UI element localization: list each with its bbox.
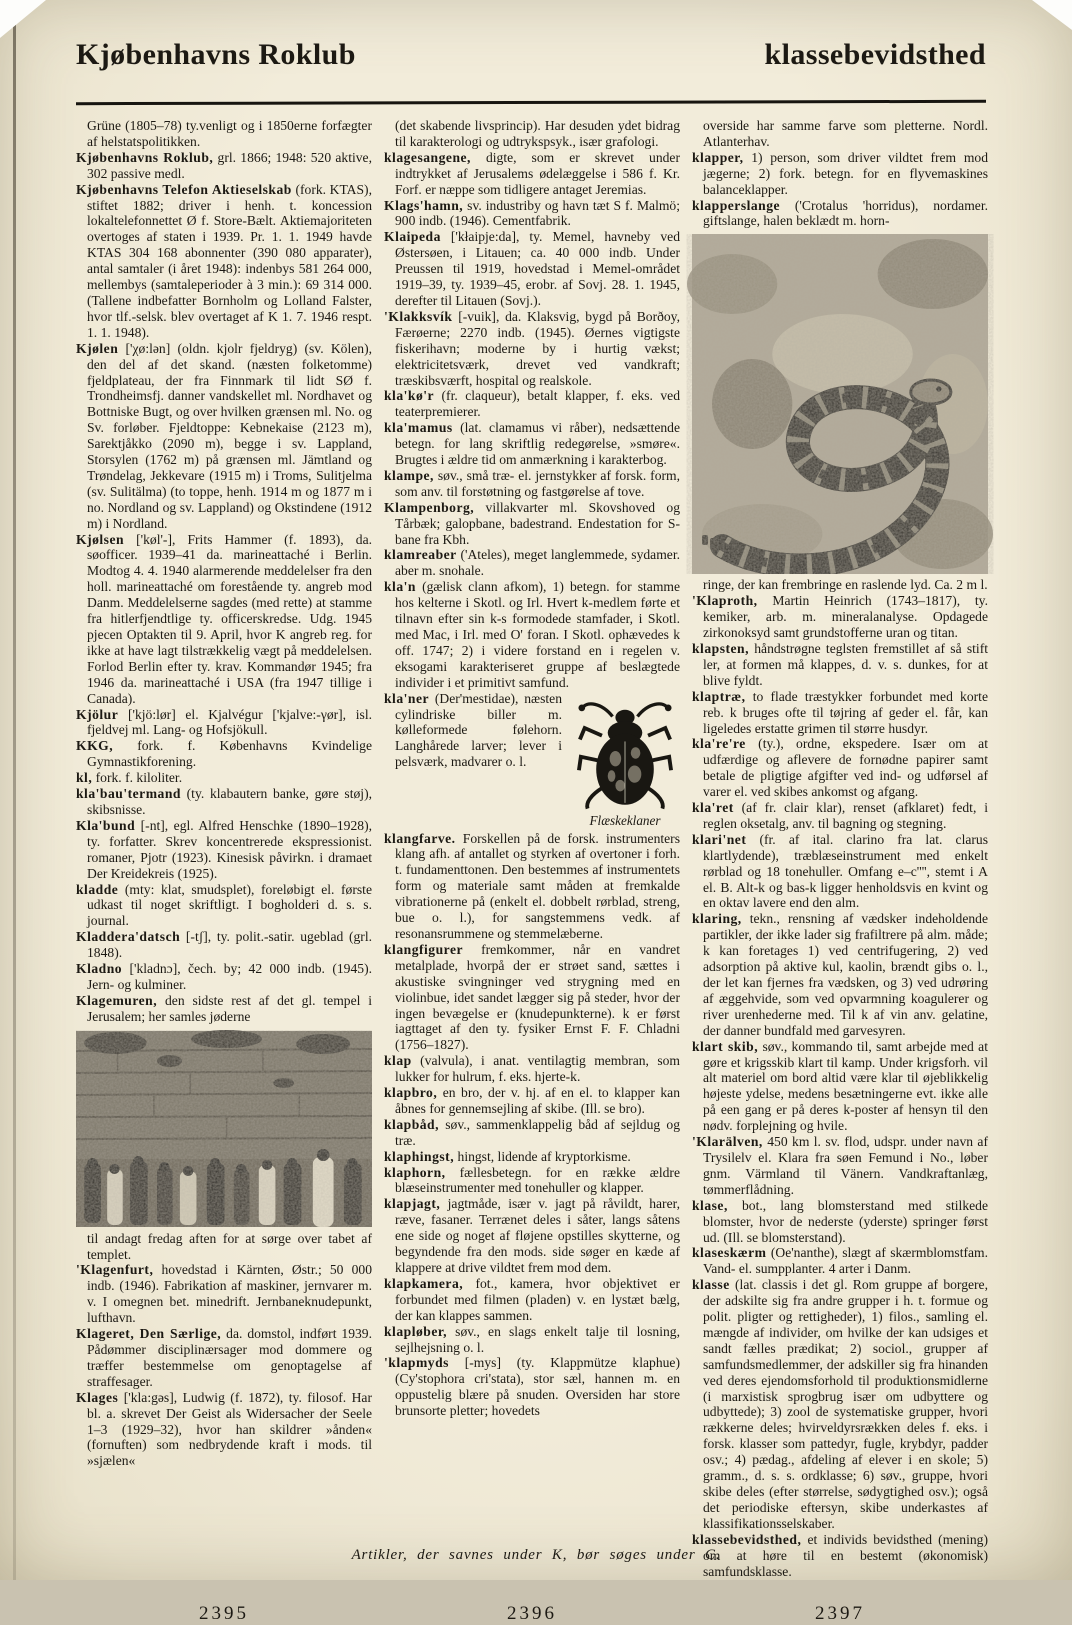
- entry-headword: klapperslange: [692, 197, 781, 213]
- entry-headword: Kladdera'datsch: [76, 929, 181, 945]
- entry-headword: klaphingst,: [384, 1148, 455, 1164]
- dictionary-entry: 'Klagenfurt, hovedstad i Kärnten, Østr.; 50 000 indb. (1946). Fabrikation af maskiner, jernvarer m. v. I omegnen bet. minedrift. Jernbaneknudepunkt, lufthavn.: [76, 1262, 372, 1326]
- scan-corner: [1032, 0, 1072, 30]
- dictionary-entry: 'Klaproth, Martin Heinrich (1743–1817), ty. kemiker, arb. m. mineralanalyse. Opdagede zirkonoksyd samt grundstofferne uran og titan.: [692, 593, 988, 641]
- dictionary-entry: klapper, 1) person, som driver vildtet frem mod jægerne; 2) fork. betegn. for en flyvemaskines balanceklapper.: [692, 149, 988, 197]
- entry-headword: Klagemuren,: [76, 992, 158, 1008]
- entry-headword: Klaipeda: [384, 229, 441, 245]
- header-rule: [76, 100, 986, 105]
- beetle-caption: Flæskeklaner: [589, 812, 661, 828]
- dictionary-entry: klaphorn, fællesbetegn. for en række ældre blæseinstrumenter med tonehuller og klapper.: [384, 1164, 680, 1196]
- entry-headword: Klages: [76, 1389, 119, 1405]
- dictionary-entry: Klags'hamn, sv. industriby og havn tæt S f. Malmö; 900 indb. (1946). Cementfabrik.: [384, 197, 680, 229]
- dictionary-entry: klaptræ, to flade træstykker forbundet med korte reb. k bruges ofte til tøjring af geder el. får, kan ligeledes erstatte grimen til større husdyr.: [692, 688, 988, 736]
- dictionary-entry: Kjøbenhavns Roklub, grl. 1866; 1948: 520 aktive, 302 passive medl.: [76, 149, 372, 181]
- entry-headword: kla'ret: [692, 800, 734, 816]
- entry-headword: klaring,: [692, 911, 742, 927]
- klagemuren-photo: [76, 1031, 372, 1227]
- dictionary-entry: kla'bau'termand (ty. klabautern banke, gøre støj), skibsnisse.: [76, 786, 372, 817]
- dictionary-entry: Klagemuren, den sidste rest af det gl. tempel i Jerusalem; her samles jøderne: [76, 992, 372, 1024]
- running-head-right: klassebevidsthed: [764, 38, 986, 71]
- entry-headword: 'Klakksvík: [384, 308, 453, 324]
- dictionary-entry: klaring, tekn., rensning af vædsker indeholdende partikler, der ikke lader sig frafiltrere på alm. måde; k kan foretages 1) ved centrifugering, 2) ved adsorption på aktive kul, kaolin, brændt gibs o. l., der let kan fjernes fra vædsken, og 3) ved udrøring af æggehvide, som ved opvarmning koagulerer og river urenhederne med. Til k af vin anv. gelatine, der danner bundfald med garvesyren.: [692, 911, 988, 1038]
- rattlesnake-photo: [692, 234, 988, 574]
- entry-headword: klapbro,: [384, 1085, 438, 1101]
- dictionary-entry: klassebevidsthed, et individs bevidsthed (mening) om at høre til en bestemt (økonomisk) samfundsklasse.: [692, 1531, 988, 1579]
- running-head: [76, 38, 986, 72]
- entry-headword: KKG,: [76, 738, 114, 754]
- dictionary-entry: klapsten, håndstrøgne teglsten fremstillet af så stift ler, at formen må klappes, d. v. s. dunkes, for at blive fyldt.: [692, 640, 988, 688]
- dictionary-entry: kla'mamus (lat. clamamus vi råber), nedsættende betegn. for lang skriftlig redegørelse, »smøre«. Brugtes i ældre tid om anmærkning i karakterbog.: [384, 420, 680, 468]
- entry-headword: klase,: [692, 1197, 728, 1213]
- dictionary-entry: klangfarve. Forskellen på de forsk. instrumenters klang afh. af antallet og styrken af overtoner i forh. t. fundamenttonen. Den bestemmes af instrumentets form og materiale samt måden at fremkalde vibrationerne på (enkelt el. dobbelt rørblad, streng, bue o. l.), for sangstemmens vedk. af resonansrummene og stemmelæberne.: [384, 830, 680, 941]
- entry-headword: klampe,: [384, 467, 434, 483]
- dictionary-entry: Kjölur ['kjö:lør] el. Kjalvégur ['kjalve:-γør], isl. fjeldvej ml. Lang- og Hofsjökull.: [76, 706, 372, 738]
- dictionary-entry: Klageret, Den Særlige, da. domstol, indført 1939. Pådømmer disciplinærsager mod dommere og træffer bestemmelse om genoptagelse af straffesager.: [76, 1326, 372, 1389]
- dictionary-entry: Klampenborg, villakvarter ml. Skovshoved og Tårbæk; galopbane, badestrand. Endestation for S-bane fra Kbh.: [384, 499, 680, 547]
- dictionary-entry: kladde (mty: klat, smudsplet), foreløbigt el. første udkast til noget skriftligt. I bogholderi d. s. s. journal.: [76, 881, 372, 929]
- entry-continuation: ringe, der kan frembringe en raslende lyd. Ca. 2 m l.: [703, 577, 988, 593]
- entry-headword: klap: [384, 1053, 412, 1069]
- dictionary-entry: klamreaber ('Ateles), meget langlemmede, sydamer. aber m. snohale.: [384, 547, 680, 579]
- dictionary-entry: Klages ['kla:gəs], Ludwig (f. 1872), ty. filosof. Har bl. a. skrevet Der Geist als Widersacher der Seele 1–3 (1929–32), hvor han skildrer »ånden« (fornuften) som nedbrydende kraft i mods. til »sjælen«: [76, 1389, 372, 1469]
- entry-headword: klapsten,: [692, 640, 750, 656]
- entry-headword: 'Klarälven,: [692, 1134, 763, 1150]
- dictionary-entry: klart skib, søv., kommando til, samt arbejde med at gøre et krigsskib klart til kamp. Under krigsforh. vil alt materiel om bord altid være klar til øjeblikkelig højeste ydelse, medens besætningerne evt. ikke alle på een gang er på deres k-poster af hensyn til den nødv. forplejning og hvile.: [692, 1038, 988, 1134]
- entry-headword: klapbåd,: [384, 1116, 440, 1132]
- column-2: [384, 118, 680, 1625]
- dictionary-entry: klapbåd, søv., sammenklappelig båd af sejldug og træ.: [384, 1116, 680, 1148]
- column-3: [692, 118, 988, 1625]
- page-number: 2397: [815, 1603, 865, 1625]
- entry-headword: klaseskærm: [692, 1245, 767, 1261]
- footer-note: Artikler, der savnes under K, bør søges under C.: [351, 1547, 721, 1563]
- entry-headword: klagesangene,: [384, 149, 471, 165]
- dictionary-entry: klapkamera, fot., kamera, hvor objektivet er forbundet med filmen (pladen) v. en lystæt bælg, der kan klappes sammen.: [384, 1275, 680, 1323]
- entry-headword: kla'n: [384, 579, 416, 595]
- entry-headword: klangfigurer: [384, 941, 464, 957]
- entry-headword: klari'net: [692, 831, 747, 847]
- dictionary-entry: kla'ret (af fr. clair klar), renset (afklaret) fedt, i reglen oksetalg, anv. til bagning og stegning.: [692, 800, 988, 831]
- entry-headword: kla'ner: [384, 690, 430, 706]
- entry-headword: klamreaber: [384, 547, 457, 563]
- entry-continuation: Grüne (1805–78) ty.venligt og i 1850erne forfægter af helstatspolitikken.: [87, 118, 372, 149]
- entry-headword: klaptræ,: [692, 688, 746, 704]
- text-columns: [76, 118, 988, 1625]
- entry-headword: 'klapmyds: [384, 1355, 449, 1371]
- dictionary-entry: klapbro, en bro, der v. hj. af en el. to klapper kan åbnes for gennemsejling af skibe. (Ill. se bro).: [384, 1085, 680, 1116]
- entry-headword: Klageret, Den Særlige,: [76, 1326, 222, 1342]
- dictionary-entry: 'Klakksvík [-vuik], da. Klaksvig, bygd på Borðoy, Færøerne; 2270 indb. (1945). Øernes vigtigste fiskerihavn; moderne by i hurtig vækst; elektricitetsværk, drevet ved vandkraft; træskibsværft, hospital og realskole.: [384, 308, 680, 388]
- entry-headword: kla're're: [692, 736, 746, 752]
- dictionary-entry: 'Klarälven, 450 km l. sv. flod, udspr. under navn af Trysilelv el. Klara fra søen Femund i No., løber gnm. Värmland til Vänern. Vandkraftanlæg, tømmerflådning.: [692, 1134, 988, 1197]
- dictionary-entry: 'klapmyds [-mys] (ty. Klappmütze klaphue) (Cy'stophora cri'stata), stor sæl, hannen m. en oppustelig blære på snuden. Oversiden har store brunsorte pletter; hovedets: [384, 1355, 680, 1419]
- dictionary-entry: klampe, søv., små træ- el. jernstykker af forsk. form, som anv. til forstøtning og fastgørelse af tove.: [384, 467, 680, 499]
- page-number: 2396: [507, 1603, 557, 1625]
- dictionary-entry: Kjølen ['χø:lən] (oldn. kjolr fjeldryg) (sv. Kölen), den del af det skand. (næsten folketomme) fjeldplateau, der fra Finnmark til lidt SØ f. Trondheimsfj. danner vandskellet ml. Nordhavet og Bottniske Bugt, og over hvilken grænsen ml. No. og Sv. forløber. Fjeldtoppe: Kebnekaise (2123 m), Sarektjåkko (2090 m), begge i sv. Lappland, Storsylen (1762 m) på grænsen ml. Jämtland og Trøndelag, Jekkevare (1915 m) i Troms, Sulitjelma (sv. Sulitälma) (to toppe, henh. 1914 m og 1877 m i no. Nordland og sv. Lappland) og Okstindene (1912 m) i Nordland.: [76, 340, 372, 531]
- page-number: 2395: [199, 1603, 249, 1625]
- entry-headword: 'Klaproth,: [692, 593, 758, 609]
- entry-headword: Kjøbenhavns Telefon Aktieselskab: [76, 181, 292, 197]
- beetle-illustration: [577, 693, 673, 811]
- entry-headword: Kjölur: [76, 706, 119, 722]
- dictionary-entry: Flæskeklaner kla'ner (Der'mestidae), næsten cylindriske biller m. kølleformede følehorn. Langhårede larver; lever i pelsværk, madvarer o. l.: [384, 691, 680, 831]
- dictionary-entry: Kladno ['kladnɔ], čech. by; 42 000 indb. (1945). Jern- og kulminer.: [76, 961, 372, 992]
- dictionary-entry: klari'net (fr. af ital. clarino fra lat. clarus klartlydende), træblæseinstrument med enkelt rørblad og 18 tonehuller. Omfang e–c'''', stemt i A el. B. Alt-k og bas-k ligger henholdsvis en kvint og en oktav lavere end den alm.: [692, 831, 988, 911]
- dictionary-entry: klaphingst, hingst, lidende af kryptorkisme.: [384, 1148, 631, 1164]
- dictionary-entry: kla'n (gælisk clann afkom), 1) betegn. for stamme hos kelterne i Skotl. og Irl. Hvert k-medlem førte et tilnavn efter sin k-s formodede stamfader, i Skotl. med Mac, i Irl. med O' foran. I Skotl. ophævedes k off. 1747; 2) i videre forstand en i regelen v. eksogami karakteriseret gruppe af beslægtede individer i et primitivt samfund.: [384, 579, 680, 690]
- entry-headword: klapløber,: [384, 1323, 448, 1339]
- entry-headword: kla'mamus: [384, 420, 453, 436]
- dictionary-entry: klap (valvula), i anat. ventilagtig membran, som lukker for hulrum, f. eks. hjerte-k.: [384, 1053, 680, 1085]
- scan-corner: [0, 0, 46, 38]
- entry-headword: klaphorn,: [384, 1164, 446, 1180]
- entry-headword: klapjagt,: [384, 1196, 441, 1212]
- dictionary-entry: klasse (lat. classis i det gl. Rom gruppe af borgere, der adskilte sig fra andre grupper i h. t. formue og polit. pligter og rettigheder), 1) filos., samling el. mængde af individer, om hvilke der kan udsiges et sandt fælles prædikat; 2) sociol., grupper af samfundsmedlemmer, der adskiller sig fra hinanden ved deres ejendomsforhold til produktionsmidlerne (i marxistisk sprogbrug især om udbyttere og udbyttede); 3) zool de systematiske grupper, hvori rækkerne deles; hvirveldyrsrækken deles f. eks. i forsk. klasser som pattedyr, fugle, krybdyr, padder osv.; 4) pædag., afdeling af elever i en skole; 5) gramm., d. s. s. ordklasse; 6) søv., gruppe, hvori skibe deles (efter størrelse, sødygtighed osv.); også det periodiske eftersyn, skibe underkastes af klassifikationsselskaber.: [692, 1277, 988, 1531]
- entry-headword: klangfarve.: [384, 830, 456, 846]
- entry-headword: kladde: [76, 881, 119, 897]
- column-1: [76, 118, 372, 1625]
- dictionary-entry: KKG, fork. f. Københavns Kvindelige Gymnastikforening.: [76, 738, 372, 770]
- dictionary-entry: Kjølsen ['køl'-], Frits Hammer (f. 1893), da. søofficer. 1939–41 da. marineattaché i Berlin. Modtog 4. 4. 1940 alarmerende meddelelser fra den holl. marineattaché om forestående ty. angreb mod Danm. Meddelelserne sagdes (med rette) at stamme fra hitlerfjendtlige ty. officerskredse. Udg. 1945 pjecen Optakten til 9. April, hvor K angreb reg. for ikke at have lagt tilstrækkelig vægt på meddelelsen. Forlod Berlin efter ty. krav. Kommandør 1945; fra 1946 da. marineattaché i USA (fra 1947 tillige i Canada).: [76, 531, 372, 706]
- entry-headword: kl,: [76, 770, 93, 786]
- dictionary-entry: klagesangene, digte, som er skrevet under indtrykket af Jerusalems ødelæggelse i 586 f. Kr. Forf. er næppe som tidligere antaget Jeremias.: [384, 149, 680, 197]
- entry-headword: Klags'hamn,: [384, 197, 464, 213]
- beetle-figure: [570, 693, 680, 829]
- entry-headword: Kjølen: [76, 340, 119, 356]
- entry-headword: Kla'bund: [76, 817, 136, 833]
- entry-headword: Klampenborg,: [384, 499, 475, 515]
- dictionary-entry: klaseskærm (Oe'nanthe), slægt af skærmblomstfam. Vand- el. sumpplanter. 4 arter i Danm.: [692, 1245, 989, 1277]
- dictionary-entry: klapløber, søv., en slags enkelt talje til losning, sejlhejsning o. l.: [384, 1323, 680, 1355]
- entry-continuation: (det skabende livsprincip). Har desuden ydet bidrag til karakterologi og udtrykspsyk., især grafologi.: [395, 118, 680, 149]
- entry-headword: klasse: [692, 1277, 730, 1293]
- entry-headword: klapper,: [692, 149, 744, 165]
- running-head-left: Kjøbenhavns Roklub: [76, 38, 356, 71]
- dictionary-entry: Klaipeda ['kłaipje:da], ty. Memel, havneby ved Østersøen, i Litauen; ca. 40 000 indb. Under Preussen til 1919, hovedstad i Memel-området 1919–39, ty. 1939–45, erobr. af Sovj. 28. 1. 1945, derefter til Litauen (Sovj.).: [384, 229, 681, 308]
- entry-headword: klassebevidsthed,: [692, 1531, 802, 1547]
- dictionary-entry: kla'kø'r (fr. claqueur), betalt klapper, f. eks. ved teaterpremierer.: [384, 388, 680, 420]
- dictionary-entry: Kjøbenhavns Telefon Aktieselskab (fork. KTAS), stiftet 1882; driver i henh. t. koncession lokaltelefonnettet Ø f. Store-Bælt. Aktiemajoriteten overtoges af staten i 1939. Pr. 1. 1. 1949 havde KTAS 304 168 abonnenter (390 080 apparater), antal samtaler (i året 1948): indenbys 581 264 000, mellembys (samtaleperioder à 3 min.): 69 314 000. (Tallene indbefatter Bornholm og Lolland Falster, hvor tlf.-selsk. blev overtaget af K 1. 7. 1946 respt. 1. 1. 1948).: [76, 181, 372, 340]
- dictionary-entry: klapjagt, jagtmåde, især v. jagt på råvildt, harer, ræve, fasaner. Terrænet deles i såter, langs såtens ene side og noget af fløjene opstilles skytterne, og begyndende fra den mods. side søger en kæde af klappere at drive vildtet frem mod dem.: [384, 1196, 680, 1275]
- entry-headword: 'Klagenfurt,: [76, 1262, 154, 1278]
- entry-headword: kla'bau'termand: [76, 786, 181, 802]
- entry-headword: Kjøbenhavns Roklub,: [76, 149, 214, 165]
- dictionary-entry: klase, bot., lang blomsterstand med stilkede blomster, hvor de nederste (yderste) springer først ud. (Ill. se blomsterstand).: [692, 1197, 988, 1245]
- entry-headword: kla'kø'r: [384, 388, 435, 404]
- dictionary-entry: kla're're (ty.), ordne, ekspedere. Især om at udfærdige og aflevere de fornødne papirer samt betale de pligtige afgifter ved ind- og udførsel af varer el. ved skibes ankomst og afgang.: [692, 736, 988, 800]
- dictionary-entry: klapperslange ('Crotalus 'horridus), nordamer. giftslange, halen beklædt m. horn-: [692, 197, 988, 229]
- entry-headword: Kjølsen: [76, 531, 125, 547]
- dictionary-entry: Kladdera'datsch [-tʃ], ty. polit.-satir. ugeblad (grl. 1848).: [76, 929, 372, 961]
- entry-headword: klapkamera,: [384, 1275, 464, 1291]
- dictionary-entry: klangfigurer fremkommer, når en vandret metalplade, hvorpå der er strøet sand, sættes i akustiske svingninger ved strygning med en violinbue, idet sandet lægger sig på steder, hvor der ingen bevægelse er (knudepunkterne). k er først iagttaget af den ty. fysiker Ernst F. F. Chladni (1756–1827).: [384, 941, 680, 1053]
- dictionary-entry: Kla'bund [-nt], egl. Alfred Henschke (1890–1928), ty. forfatter. Skrev koncentrerede ekspressionist. romaner, Pjotr (1923). Kinesisk påvirkn. i dramaet Der Kreidekreis (1925).: [76, 817, 372, 881]
- entry-headword: klart skib,: [692, 1038, 759, 1054]
- entry-continuation: til andagt fredag aften for at sørge over tabet af templet.: [87, 1230, 372, 1262]
- dictionary-entry: kl, fork. f. kiloliter.: [76, 770, 183, 786]
- entry-headword: Kladno: [76, 961, 123, 977]
- entry-continuation: overside har samme farve som pletterne. Nordl. Atlanterhav.: [703, 118, 988, 149]
